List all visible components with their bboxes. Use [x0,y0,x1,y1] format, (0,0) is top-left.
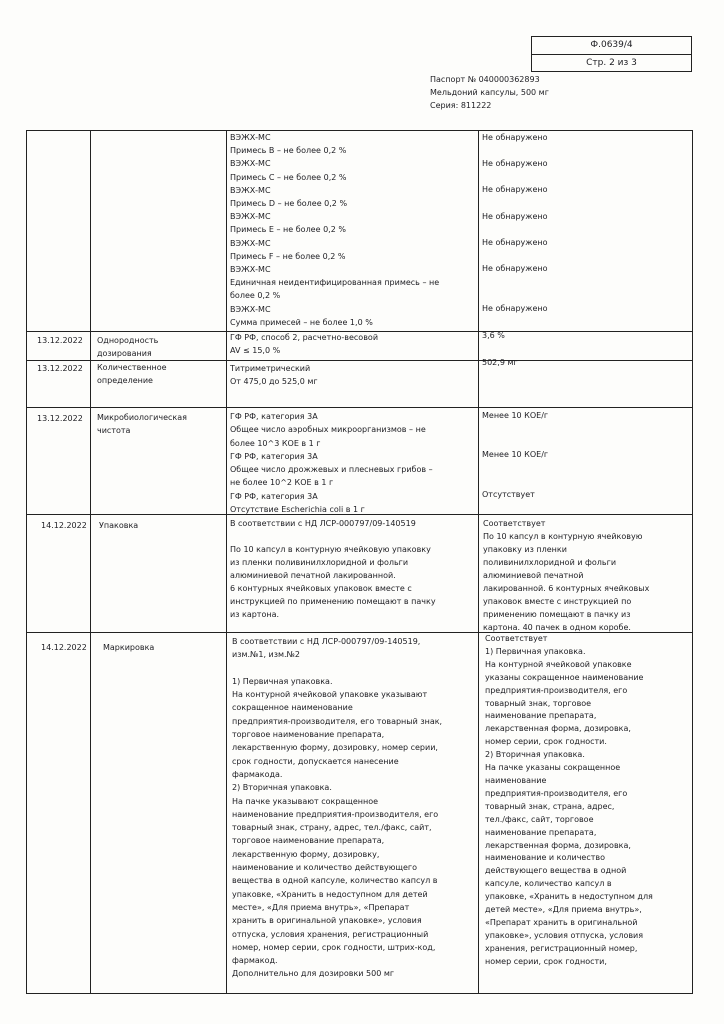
impurity-e-result: Не обнаружено [482,212,548,221]
text-line: тел./факс, сайт, торговое [485,814,594,824]
micro-spec [230,410,433,516]
packaging-date: 14.12.2022 [41,521,87,530]
text-line: наименование предприятия-производителя, его [232,809,439,819]
packaging-result [483,517,649,634]
text-line: наименование и количество действующего [232,863,418,873]
text-line: товарный знак, торговое [485,698,592,708]
text-line: Общее число аэробных микроорганизмов – не [230,425,426,435]
text-line: По 10 капсул в контурную ячейковую упаковку [230,545,431,554]
text-line: хранить в оригинальной упаковке», условия [232,916,422,926]
form-code: Ф.0639/4 [532,37,691,55]
text-line: 2) Вторичная упаковка. [232,783,332,793]
uniformity-result: 3,6 % [482,331,505,340]
text-line: товарный знак, страну, адрес, тел./факс, сайт, [232,823,432,833]
text-line: ВЭЖХ-МС [230,159,271,169]
total-impurities-result: Не обнаружено [482,304,548,313]
text-line: ГФ РФ, категория 3А [230,491,318,501]
text-line: товарный знак, страна, адрес, [485,801,615,811]
text-line: из картона. [230,610,280,619]
yeast-mold-result: Менее 10 КОЕ/г [482,450,549,459]
single-impurity-result: Не обнаружено [482,264,548,273]
text-line: ГФ РФ, способ 2, расчетно-весовой [230,333,379,342]
text-line: дозирования [97,349,152,358]
text-line: изм.№1, изм.№2 [232,650,300,660]
micro-name [97,411,187,437]
text-line [230,530,436,543]
text-line: фармакода. [232,769,283,779]
form-code-box [531,36,692,72]
text-line: указаны сокращенное наименование [485,672,644,682]
col-divider-3 [478,131,479,993]
assay-result: 502,9 мг [482,358,518,367]
text-line: месте», «Для приема внутрь», «Препарат [232,902,410,912]
page-number: Стр. 2 из 3 [586,58,637,68]
labeling-spec [232,635,442,981]
text-line: чистота [97,426,131,435]
impurity-f-result: Не обнаружено [482,238,548,247]
text-line: лекарственная форма, дозировка, [485,840,631,850]
text-line: Примесь D – не более 0,2 % [230,199,348,209]
text-line: вещества в одной капсуле, количество капсул в [232,876,438,886]
text-line: более 0,2 % [230,291,281,301]
passport-number: Паспорт № 040000362893 [430,75,540,84]
text-line: номер, номер серии, срок годности, штрих-код, [232,942,436,952]
text-line: капсуле, количество капсул в [485,879,612,889]
text-line: упаковке, «Хранить в недоступном для детей [232,889,428,899]
text-line: действующего вещества в одной [485,866,627,876]
text-line: На пачке указаны сокращенное [485,763,621,773]
passport-header [430,73,549,112]
packaging-spec [230,517,436,621]
text-line: сокращенное наименование [232,703,353,713]
text-line: 6 контурных ячейковых упаковок вместе с [230,584,412,593]
micro-date: 13.12.2022 [37,414,83,423]
text-line: не более 10^2 КОЕ в 1 г [230,478,334,488]
text-line: 2) Вторичная упаковка. [485,750,585,760]
text-line: номер серии, срок годности, [485,956,607,966]
text-line: предприятия-производителя, его товарный знак, [232,716,443,726]
text-line: Примесь B – не более 0,2 % [230,146,347,156]
text-line: ГФ РФ, категория 3А [230,451,318,461]
uniformity-spec [230,331,378,357]
text-line: торговое наименование препарата, [232,836,385,846]
text-line: упаковке, «Хранить в недоступном для [485,892,653,902]
assay-date: 13.12.2022 [37,364,83,373]
text-line: картона. 40 пачек в одном коробе. [483,623,631,632]
text-line: предприятия-производителя, его [485,685,628,695]
text-line: упаковок вместе с инструкцией по [483,597,632,606]
packaging-name: Упаковка [99,521,139,530]
text-line: ВЭЖХ-МС [230,304,271,314]
text-line: поливинилхлоридной и фольги [483,558,617,567]
results-table [26,130,693,994]
text-line: алюминиевой печатной [483,571,584,580]
text-line: Отсутствие Escherichia coli в 1 г [230,505,365,515]
impurity-d-result: Не обнаружено [482,185,548,194]
impurities-spec [230,131,439,329]
text-line: ВЭЖХ-МС [230,185,271,195]
text-line: наименование препарата, [485,711,597,721]
text-line: детей месте», «Для приема внутрь», [485,905,642,915]
uniformity-date: 13.12.2022 [37,336,83,345]
assay-name [97,361,167,387]
text-line: применению помещают в пачку из [483,610,631,619]
text-line: лекарственную форму, дозировку, [232,849,380,859]
text-line: Дополнительно для дозировки 500 мг [232,969,395,979]
text-line: В соответствии с НД ЛСР-000797/09-140519, [232,637,421,646]
text-line: предприятия-производителя, его [485,788,628,798]
labeling-result [485,633,653,969]
text-line: Примесь C – не более 0,2 % [230,172,347,182]
impurity-b-result: Не обнаружено [482,133,548,142]
text-line: наименование [485,775,547,785]
text-line: ВЭЖХ-МС [230,212,271,222]
text-line: ВЭЖХ-МС [230,133,271,142]
text-line: наименование и количество [485,853,606,863]
text-line: Соответствует [483,519,546,528]
text-line: На контурной ячейковой упаковке указывают [232,690,428,700]
assay-spec [230,362,318,388]
text-line: срок годности, допускается нанесение [232,756,399,766]
text-line: определение [97,376,153,385]
text-line: лекарственная форма, дозировка, [485,724,631,734]
text-line: номер серии, срок годности. [485,737,607,747]
labeling-date: 14.12.2022 [41,643,87,652]
ecoli-result: Отсутствует [482,490,535,499]
text-line: На контурной ячейковой упаковке [485,659,632,669]
text-line: Соответствует [485,634,548,643]
text-line: AV ≤ 15,0 % [230,346,281,355]
text-line: Примесь E – не более 0,2 % [230,225,346,235]
text-line: фармакод. [232,956,278,966]
text-line: Титриметрический [230,364,311,373]
text-line: Единичная неидентифицированная примесь – не [230,278,440,288]
labeling-name: Маркировка [103,643,155,652]
text-line: лакированной. 6 контурных ячейковых [483,584,650,593]
uniformity-name [97,334,158,360]
col-divider-2 [226,131,227,993]
text-line: Примесь F – не более 0,2 % [230,251,346,261]
text-line: По 10 капсул в контурную ячейковую [483,532,643,541]
text-line: отпуска, условия хранения, регистрационный [232,929,429,939]
text-line: инструкцией по применению помещают в пачку [230,597,436,606]
series-number: Серия: 811222 [430,101,492,110]
text-line: упаковке», условия отпуска, условия [485,930,644,940]
text-line: На пачке указывают сокращенное [232,796,379,806]
text-line: ГФ РФ, категория 3А [230,412,318,421]
text-line: 1) Первичная упаковка. [232,676,333,686]
col-divider-1 [90,131,91,993]
text-line: хранения, регистрационный номер, [485,943,638,953]
text-line: ВЭЖХ-МС [230,265,271,275]
text-line [232,662,442,675]
text-line: лекарственную форму, дозировку, номер серии, [232,743,438,753]
row-divider-3 [27,407,692,408]
text-line: От 475,0 до 525,0 мг [230,377,318,386]
aerobic-result: Менее 10 КОЕ/г [482,411,549,420]
text-line: торговое наименование препарата, [232,730,385,740]
text-line: ВЭЖХ-МС [230,238,271,248]
text-line: В соответствии с НД ЛСР-000797/09-140519 [230,519,416,528]
text-line: более 10^3 КОЕ в 1 г [230,438,321,448]
text-line: Количественное [97,363,167,372]
text-line: наименование препарата, [485,827,597,837]
text-line: Микробиологическая [97,413,187,422]
text-line: «Препарат хранить в оригинальной [485,917,638,927]
text-line: алюминиевой печатной лакированной. [230,571,396,580]
impurity-c-result: Не обнаружено [482,159,548,168]
text-line: Однородность [97,336,159,345]
text-line: упаковку из пленки [483,545,567,554]
product-name: Мельдоний капсулы, 500 мг [430,88,549,97]
text-line: из пленки поливинилхлоридной и фольги [230,558,409,567]
text-line: 1) Первичная упаковка. [485,646,586,656]
text-line: Общее число дрожжевых и плесневых грибов – [230,465,433,475]
text-line: Сумма примесей – не более 1,0 % [230,317,373,327]
